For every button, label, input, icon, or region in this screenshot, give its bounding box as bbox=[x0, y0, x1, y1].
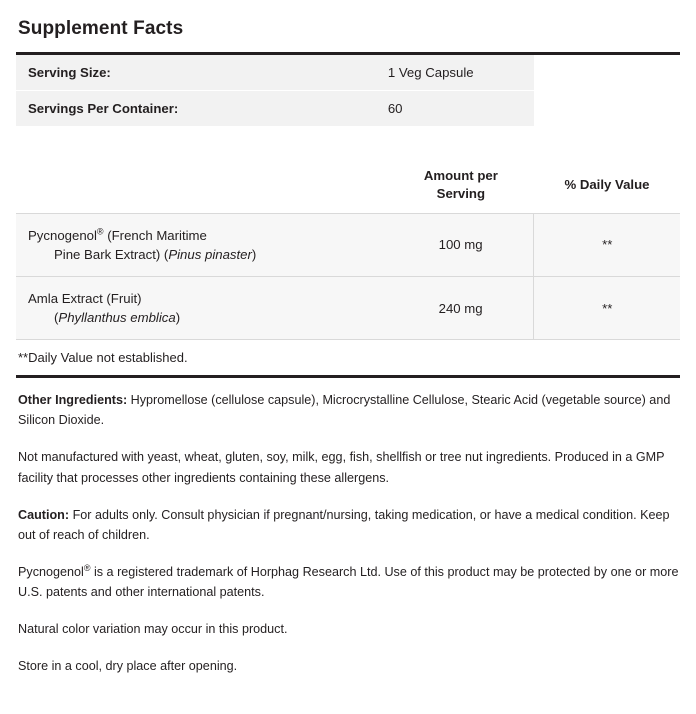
ingredient-daily-value: ** bbox=[534, 213, 680, 276]
header-daily-value: % Daily Value bbox=[564, 176, 650, 192]
other-ingredients-note bbox=[18, 390, 680, 430]
ingredient-name bbox=[16, 213, 388, 276]
supplement-facts-table bbox=[16, 55, 680, 339]
color-variation-note: Natural color variation may occur in this product. bbox=[18, 622, 288, 637]
ingredient-amount: 240 mg bbox=[388, 276, 534, 339]
ingredient-name-part: Amla Extract (Fruit) bbox=[28, 290, 142, 306]
ingredient-name-line2 bbox=[28, 308, 382, 327]
ingredient-name-part: Pine Bark Extract) ( bbox=[54, 246, 169, 262]
ingredient-name-part: ) bbox=[175, 310, 181, 326]
table-row bbox=[16, 91, 680, 127]
header-amount-per-serving bbox=[388, 163, 534, 213]
serving-size-value: 1 Veg Capsule bbox=[388, 55, 534, 91]
storage-note: Store in a cool, dry place after opening. bbox=[18, 659, 238, 674]
caution-note bbox=[18, 505, 680, 545]
registered-mark: ® bbox=[96, 226, 104, 237]
page-title: Supplement Facts bbox=[18, 18, 184, 39]
caution-text: For adults only. Consult physician if pregnant/nursing, taking medication, or have a medical condition. Keep out of reach of children. bbox=[18, 507, 670, 542]
table-spacer bbox=[16, 127, 680, 164]
panel-bottom-divider bbox=[16, 375, 680, 378]
caution-label: Caution: bbox=[18, 507, 70, 522]
trademark-name: Pycnogenol bbox=[18, 565, 84, 580]
trademark-text: is a registered trademark of Horphag Research Ltd. Use of this product may be protected by one or more U.S. patents and other international patents. bbox=[18, 565, 679, 600]
ingredient-name-part: Pycnogenol bbox=[28, 227, 97, 243]
registered-mark: ® bbox=[83, 562, 91, 573]
ingredient-name bbox=[16, 276, 388, 339]
ingredient-latin-name: Phyllanthus emblica bbox=[58, 310, 176, 326]
other-ingredients-label: Other Ingredients: bbox=[18, 393, 128, 408]
ingredient-amount: 100 mg bbox=[388, 213, 534, 276]
notes-section bbox=[16, 390, 680, 676]
header-blank bbox=[16, 163, 388, 213]
other-ingredients-text: Hypromellose (cellulose capsule), Microcrystalline Cellulose, Stearic Acid (vegetable source) and Silicon Dioxide. bbox=[18, 393, 671, 428]
allergen-note: Not manufactured with yeast, wheat, gluten, soy, milk, egg, fish, shellfish or tree nut ingredients. Produced in a GMP facility that processes other ingredients containing these allergens. bbox=[18, 450, 665, 485]
table-header-row bbox=[16, 163, 680, 213]
servings-per-container-label: Servings Per Container: bbox=[16, 91, 388, 127]
table-row bbox=[16, 276, 680, 339]
ingredient-daily-value: ** bbox=[534, 276, 680, 339]
ingredient-latin-name: Pinus pinaster bbox=[168, 246, 252, 262]
ingredient-name-part: (French Maritime bbox=[103, 227, 207, 243]
header-amount-line1: Amount per bbox=[423, 168, 498, 183]
header-amount-line2: Serving bbox=[436, 185, 486, 201]
daily-value-footnote: **Daily Value not established. bbox=[18, 350, 188, 366]
ingredient-name-line2 bbox=[28, 245, 382, 264]
ingredient-name-part: ) bbox=[251, 246, 257, 262]
ingredient-name-part: ( bbox=[54, 310, 59, 326]
trademark-note bbox=[18, 562, 680, 602]
table-row bbox=[16, 55, 680, 91]
servings-per-container-value: 60 bbox=[388, 91, 534, 127]
serving-size-label: Serving Size: bbox=[16, 55, 388, 91]
table-row bbox=[16, 213, 680, 276]
